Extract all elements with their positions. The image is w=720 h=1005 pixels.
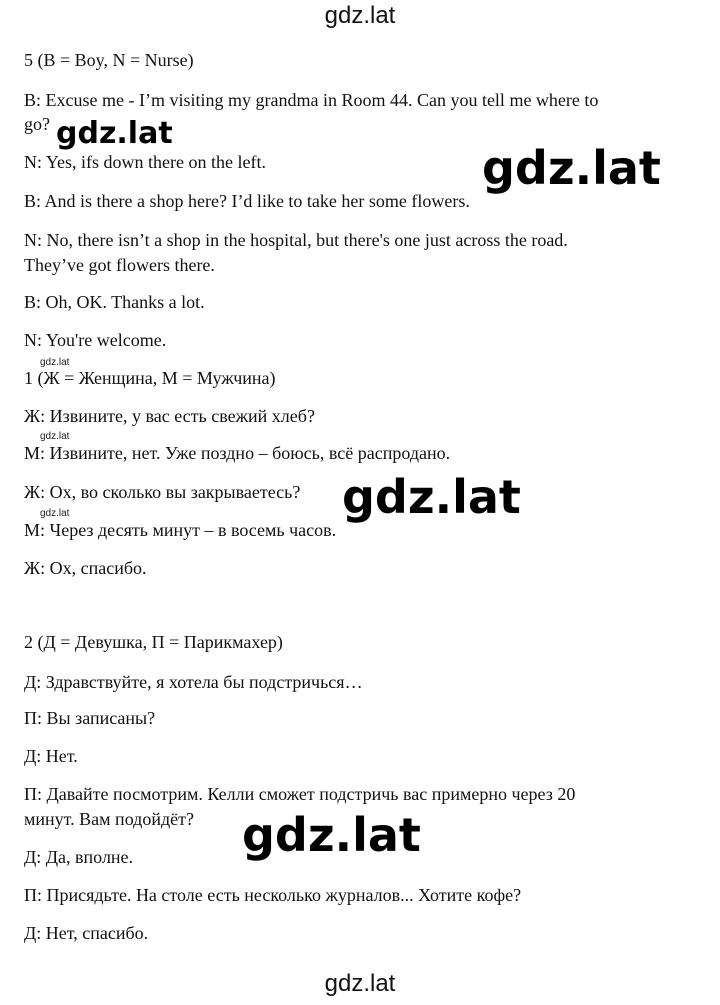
dialogue-2-line: Д: Здравствуйте, я хотела бы подстричься… (24, 672, 363, 692)
dialogue-1-line: Ж: Ох, во сколько вы закрываетесь? (24, 482, 301, 502)
watermark-overlay: gdz.lat (482, 141, 661, 195)
watermark-overlay: gdz.lat (342, 470, 521, 524)
dialogue-5-line: B: Excuse me - I’m visiting my grandma in Room 44. Can you tell me where to (24, 90, 599, 110)
dialogue-5-line: go? (24, 114, 50, 134)
dialogue-1-line: М: Через десять минут – в восемь часов. (24, 520, 337, 540)
watermark-bottom: gdz.lat (324, 970, 396, 997)
watermark-overlay: gdz.lat (56, 116, 173, 151)
watermark-overlay: gdz.lat (242, 808, 421, 862)
dialogue-5-line: N: No, there isn’t a shop in the hospital, but there's one just across the road. (24, 230, 568, 250)
watermark-small: gdz.lat (40, 431, 70, 442)
dialogue-2-line: Д: Нет. (24, 746, 78, 766)
dialogue-2-line: Д: Да, вполне. (24, 847, 134, 867)
dialogue-2-line: П: Присядьте. На столе есть несколько журналов... Хотите кофе? (24, 885, 522, 905)
dialogue-2-line: Д: Нет, спасибо. (24, 923, 149, 943)
dialogue-5-line: B: Oh, OK. Thanks a lot. (24, 292, 205, 312)
watermark-top: gdz.lat (324, 2, 396, 29)
dialogue-2-line: П: Вы записаны? (24, 708, 156, 728)
dialogue-1-heading: 1 (Ж = Женщина, М = Мужчина) (24, 368, 276, 388)
dialogue-2-line: П: Давайте посмотрим. Келли сможет подстричь вас примерно через 20 (24, 784, 576, 804)
dialogue-5-line: They’ve got flowers there. (24, 255, 215, 275)
dialogue-1-line: М: Извините, нет. Уже поздно – боюсь, всё распродано. (24, 443, 451, 463)
dialogue-2-heading: 2 (Д = Девушка, П = Парикмахер) (24, 632, 283, 652)
dialogue-5-line: N: You're welcome. (24, 330, 167, 350)
dialogue-2-line: минут. Вам подойдёт? (24, 809, 194, 829)
dialogue-1-line: Ж: Извините, у вас есть свежий хлеб? (24, 406, 315, 426)
watermark-small: gdz.lat (40, 508, 70, 519)
dialogue-5-line: N: Yes, ifs down there on the left. (24, 152, 266, 172)
watermark-small: gdz.lat (40, 357, 70, 368)
dialogue-5-heading: 5 (B = Boy, N = Nurse) (24, 50, 194, 70)
dialogue-5-line: B: And is there a shop here? I’d like to take her some flowers. (24, 191, 470, 211)
dialogue-1-line: Ж: Ох, спасибо. (24, 558, 147, 578)
